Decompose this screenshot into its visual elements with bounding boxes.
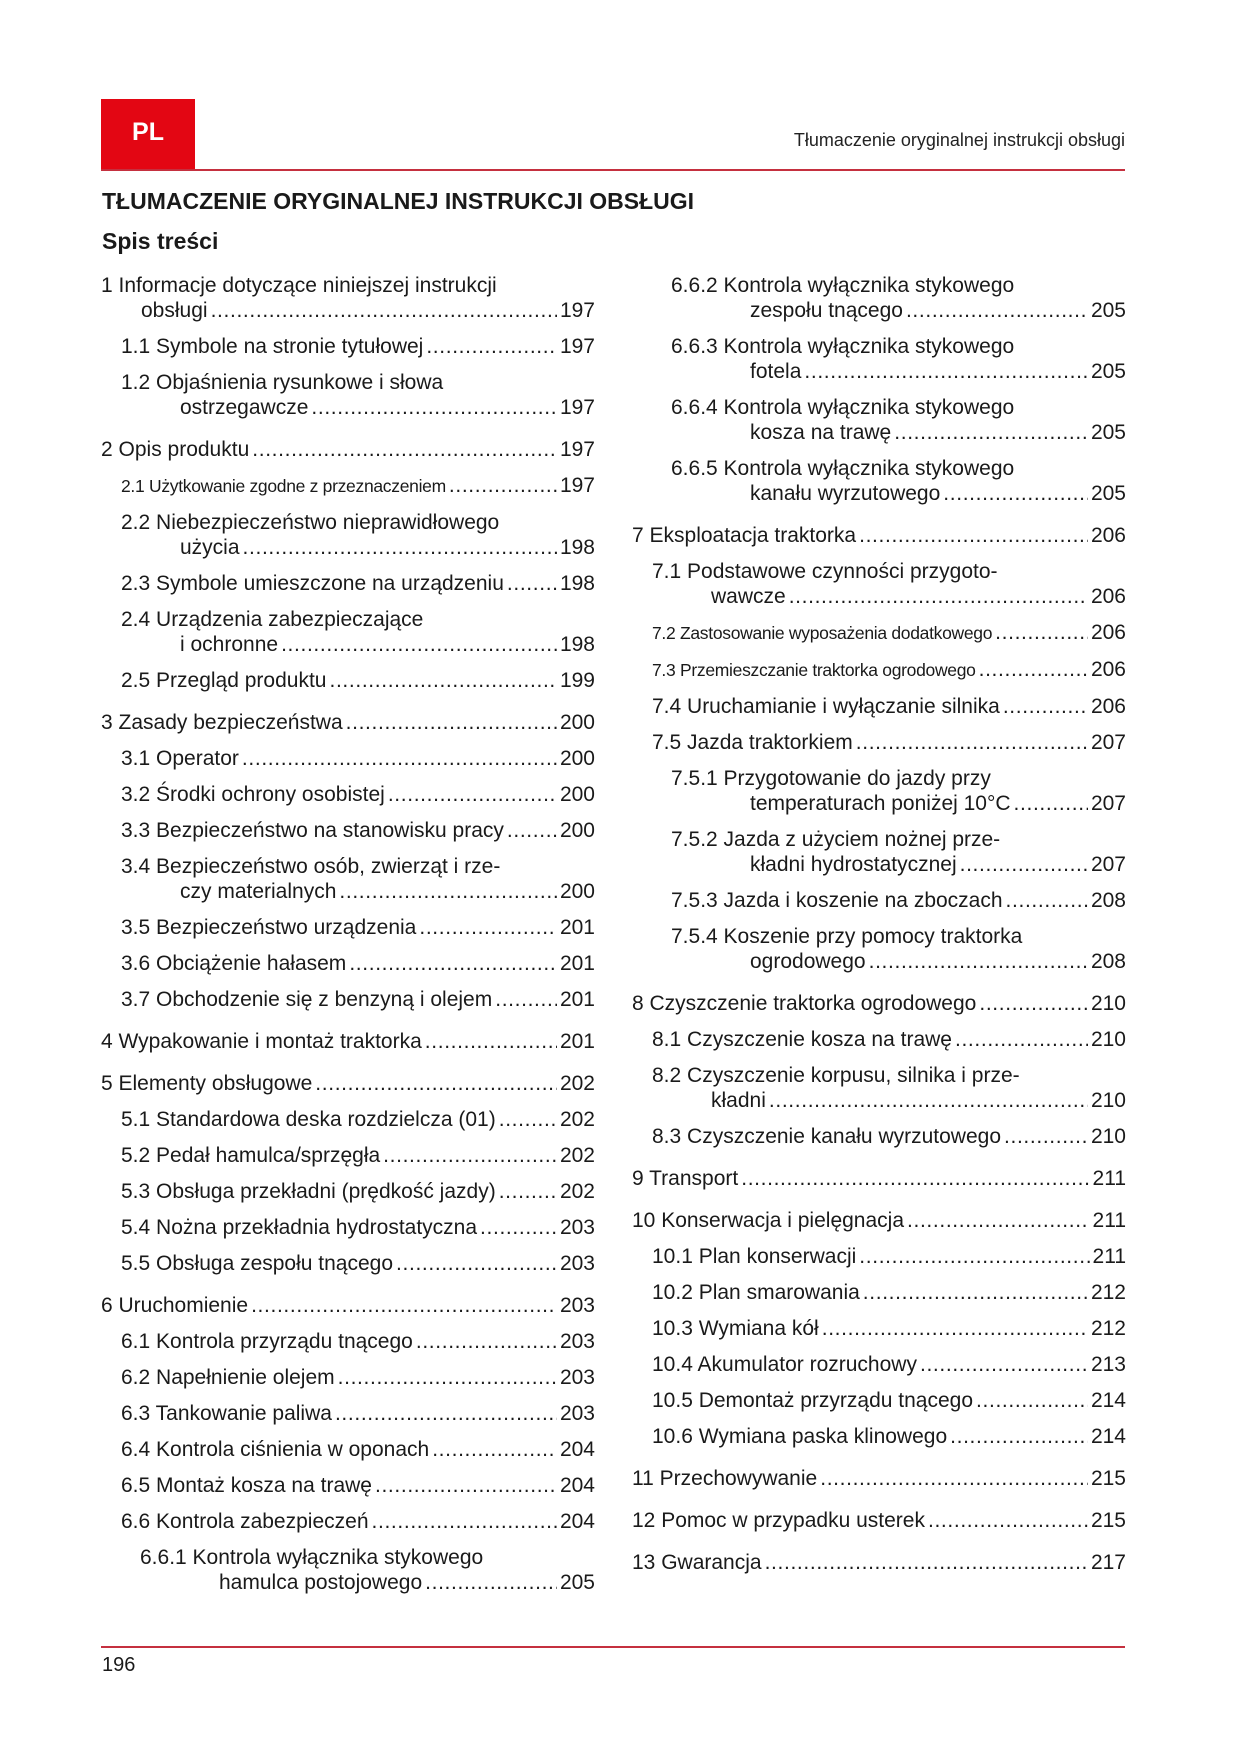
toc-entry[interactable]	[632, 1316, 1126, 1352]
toc-entry-page: 205	[1090, 360, 1126, 383]
dot-leader	[920, 1352, 1088, 1377]
toc-entry[interactable]	[632, 1244, 1126, 1280]
toc-entry-page: 208	[1090, 950, 1126, 973]
dot-leader	[943, 481, 1088, 506]
toc-entry-title: 3.6 Obciążenie hałasem	[121, 952, 347, 975]
toc-entry-page: 211	[1092, 1245, 1126, 1268]
toc-entry-title: 1.1 Symbole na stronie tytułowej	[121, 335, 424, 358]
toc-entry-page: 206	[1090, 695, 1126, 718]
dot-leader	[388, 782, 557, 807]
toc-entry-page: 198	[559, 536, 595, 559]
toc-entry-title: 3.1 Operator	[121, 747, 239, 770]
toc-entry-title: wawcze	[711, 585, 786, 608]
toc-entry[interactable]	[101, 334, 595, 370]
toc-entry[interactable]	[101, 951, 595, 987]
toc-entry-page: 200	[559, 783, 595, 806]
toc-entry-page: 206	[1090, 658, 1126, 681]
toc-entry[interactable]	[101, 1029, 595, 1065]
toc-entry-title: kosza na trawę	[750, 421, 892, 444]
toc-entry-page: 205	[559, 1571, 595, 1594]
dot-leader	[419, 915, 557, 940]
toc-entry-title: zespołu tnącego	[750, 299, 903, 322]
toc-entry[interactable]	[101, 1143, 595, 1179]
toc-entry[interactable]	[101, 1509, 595, 1545]
toc-entry[interactable]	[632, 1027, 1126, 1063]
dot-leader	[499, 1107, 557, 1132]
dot-leader	[311, 395, 557, 420]
toc-entry[interactable]	[632, 1166, 1126, 1202]
dot-leader	[906, 298, 1088, 323]
toc-entry[interactable]	[101, 1251, 595, 1287]
toc-entry[interactable]	[632, 766, 1126, 827]
toc-entry-page: 206	[1090, 524, 1126, 547]
toc-entry[interactable]	[101, 437, 595, 473]
toc-entry-title: 6.6.3 Kontrola wyłącznika stykowego	[671, 335, 1015, 358]
toc-entry-title: 8.1 Czyszczenie kosza na trawę	[652, 1028, 952, 1051]
toc-entry-page: 203	[559, 1330, 595, 1353]
toc-entry-title: 10.2 Plan smarowania	[652, 1281, 860, 1304]
running-header: Tłumaczenie oryginalnej instrukcji obsługi	[793, 130, 1125, 150]
toc-entry-title: kładni hydrostatycznej	[750, 853, 957, 876]
toc-entry-title: 5.1 Standardowa deska rozdzielcza (01)	[121, 1108, 496, 1131]
toc-entry-title: 9 Transport	[632, 1167, 739, 1190]
document-title: TŁUMACZENIE ORYGINALNEJ INSTRUKCJI OBSŁUGI	[102, 188, 695, 214]
toc-entry-page: 206	[1090, 585, 1126, 608]
dot-leader	[349, 951, 557, 976]
toc-entry-title: 6.6.1 Kontrola wyłącznika stykowego	[140, 1546, 484, 1569]
toc-entry-title: 2.5 Przegląd produktu	[121, 669, 327, 692]
toc-entry-title: 3.5 Bezpieczeństwo urządzenia	[121, 916, 417, 939]
dot-leader	[1003, 694, 1088, 719]
toc-entry[interactable]	[101, 1473, 595, 1509]
toc-entry[interactable]	[101, 818, 595, 854]
toc-entry-title: 7 Eksploatacja traktorka	[632, 524, 857, 547]
dot-leader	[859, 523, 1088, 548]
toc-entry[interactable]	[632, 559, 1126, 620]
toc-entry-title: 13 Gwarancja	[632, 1551, 762, 1574]
toc-entry-title: 2.4 Urządzenia zabezpieczające	[121, 608, 424, 631]
toc-entry-page: 205	[1090, 299, 1126, 322]
toc-entry-title: 7.5.1 Przygotowanie do jazdy przy	[671, 767, 991, 790]
toc-entry-page: 207	[1090, 853, 1126, 876]
toc-entry-title: 2.1 Użytkowanie zgodne z przeznaczeniem	[121, 476, 446, 496]
toc-entry-page: 215	[1090, 1467, 1126, 1490]
dot-leader	[495, 987, 557, 1012]
toc-entry-title: 6.4 Kontrola ciśnienia w oponach	[121, 1438, 430, 1461]
toc-entry-title: 4 Wypakowanie i montaż traktorka	[101, 1030, 422, 1053]
dot-leader	[375, 1473, 557, 1498]
toc-entry-title: i ochronne	[180, 633, 279, 656]
toc-entry-title: temperaturach poniżej 10°C	[750, 792, 1011, 815]
page-number: 196	[102, 1654, 136, 1676]
toc-entry-title: 8.2 Czyszczenie korpusu, silnika i prze-	[652, 1064, 1020, 1087]
toc-entry-page: 212	[1090, 1281, 1126, 1304]
toc-entry[interactable]	[632, 991, 1126, 1027]
toc-entry-page: 203	[559, 1402, 595, 1425]
dot-leader	[869, 949, 1088, 974]
dot-leader	[507, 571, 557, 596]
toc-entry[interactable]	[632, 334, 1126, 395]
toc-entry-page: 202	[559, 1072, 595, 1095]
dot-leader	[928, 1508, 1088, 1533]
toc-entry-title: 10.4 Akumulator rozruchowy	[652, 1353, 917, 1376]
toc-entry-page: 205	[1090, 482, 1126, 505]
dot-leader	[955, 1027, 1088, 1052]
dot-leader	[480, 1215, 557, 1240]
dot-leader	[1004, 1124, 1088, 1149]
toc-entry-page: 201	[559, 916, 595, 939]
dot-leader	[995, 620, 1088, 645]
language-badge: PL	[101, 99, 195, 170]
dot-leader	[425, 1029, 557, 1054]
toc-entry-page: 203	[559, 1366, 595, 1389]
toc-entry-page: 201	[559, 988, 595, 1011]
toc-entry-title: 12 Pomoc w przypadku usterek	[632, 1509, 925, 1532]
toc-entry-title: 7.1 Podstawowe czynności przygoto-	[652, 560, 998, 583]
toc-entry-page: 198	[559, 633, 595, 656]
dot-leader	[338, 1365, 557, 1390]
toc-entry-page: 210	[1090, 1125, 1126, 1148]
toc-entry[interactable]	[632, 1280, 1126, 1316]
toc-entry[interactable]	[632, 1208, 1126, 1244]
toc-entry-page: 203	[559, 1294, 595, 1317]
toc-entry-title: użycia	[180, 536, 240, 559]
dot-leader	[789, 584, 1088, 609]
toc-entry[interactable]	[632, 730, 1126, 766]
dot-leader	[281, 632, 557, 657]
toc-entry-title: 10 Konserwacja i pielęgnacja	[632, 1209, 905, 1232]
toc-entry-page: 212	[1090, 1317, 1126, 1340]
toc-entry-page: 211	[1092, 1167, 1126, 1190]
toc-entry[interactable]	[101, 1071, 595, 1107]
toc-entry[interactable]	[632, 395, 1126, 456]
dot-leader	[856, 730, 1088, 755]
toc-entry-title: 5.4 Nożna przekładnia hydrostatyczna	[121, 1216, 478, 1239]
toc-entry-page: 197	[559, 438, 595, 461]
toc-entry-title: kładni	[711, 1089, 766, 1112]
dot-leader	[416, 1329, 557, 1354]
toc-entry-page: 205	[1090, 421, 1126, 444]
dot-leader	[329, 668, 556, 693]
toc-entry-page: 203	[559, 1252, 595, 1275]
toc-entry[interactable]	[101, 1293, 595, 1329]
toc-entry-page: 214	[1090, 1425, 1126, 1448]
toc-entry-title: 5 Elementy obsługowe	[101, 1072, 313, 1095]
dot-leader	[252, 437, 557, 462]
toc-entry[interactable]	[101, 746, 595, 782]
toc-entry[interactable]	[101, 1179, 595, 1215]
dot-leader	[383, 1143, 557, 1168]
toc-entry-page: 200	[559, 747, 595, 770]
toc-entry[interactable]	[632, 620, 1126, 657]
dot-leader	[979, 657, 1088, 682]
dot-leader	[372, 1509, 557, 1534]
dot-leader	[243, 535, 557, 560]
toc-entry[interactable]	[101, 668, 595, 704]
toc-heading: Spis treści	[102, 228, 219, 254]
dot-leader	[960, 852, 1088, 877]
header-rule	[101, 169, 1125, 171]
toc-left-column	[101, 273, 595, 1606]
toc-entry-title: 3.4 Bezpieczeństwo osób, zwierząt i rze-	[121, 855, 501, 878]
dot-leader	[396, 1251, 557, 1276]
toc-entry-page: 207	[1090, 731, 1126, 754]
toc-entry[interactable]	[101, 510, 595, 571]
toc-entry[interactable]	[632, 456, 1126, 517]
toc-entry-page: 197	[559, 474, 595, 497]
toc-entry-title: 6.5 Montaż kosza na trawę	[121, 1474, 372, 1497]
toc-entry-page: 217	[1090, 1551, 1126, 1574]
dot-leader	[976, 1388, 1088, 1413]
toc-entry[interactable]	[632, 1508, 1126, 1544]
toc-entry[interactable]	[101, 987, 595, 1023]
toc-entry-page: 197	[559, 335, 595, 358]
dot-leader	[315, 1071, 557, 1096]
toc-entry-page: 202	[559, 1144, 595, 1167]
toc-entry-title: 5.2 Pedał hamulca/sprzęgła	[121, 1144, 381, 1167]
dot-leader	[242, 746, 557, 771]
dot-leader	[863, 1280, 1088, 1305]
toc-entry-title: 10.1 Plan konserwacji	[652, 1245, 857, 1268]
dot-leader	[765, 1550, 1088, 1575]
dot-leader	[346, 710, 557, 735]
toc-entry-title: ostrzegawcze	[180, 396, 309, 419]
toc-entry-title: 7.5 Jazda traktorkiem	[652, 731, 853, 754]
toc-entry[interactable]	[632, 694, 1126, 730]
dot-leader	[426, 334, 557, 359]
toc-entry-title: 5.5 Obsługa zespołu tnącego	[121, 1252, 394, 1275]
toc-entry-title: 6.3 Tankowanie paliwa	[121, 1402, 332, 1425]
toc-entry[interactable]	[101, 473, 595, 510]
dot-leader	[339, 879, 557, 904]
toc-entry-page: 206	[1090, 621, 1126, 644]
dot-leader	[769, 1088, 1088, 1113]
toc-entry-title: obsługi	[141, 299, 208, 322]
dot-leader	[499, 1179, 557, 1204]
dot-leader	[211, 298, 557, 323]
toc-entry-title: 2 Opis produktu	[101, 438, 250, 461]
toc-entry-title: 7.4 Uruchamianie i wyłączanie silnika	[652, 695, 1000, 718]
toc-entry[interactable]	[632, 523, 1126, 559]
dot-leader	[1014, 791, 1088, 816]
toc-entry[interactable]	[101, 1215, 595, 1251]
toc-entry-title: 7.5.3 Jazda i koszenie na zboczach	[671, 889, 1003, 912]
toc-entry-page: 203	[559, 1216, 595, 1239]
toc-entry[interactable]	[632, 888, 1126, 924]
toc-entry[interactable]	[632, 657, 1126, 694]
toc-entry-title: 8 Czyszczenie traktorka ogrodowego	[632, 992, 977, 1015]
toc-entry-page: 197	[559, 299, 595, 322]
toc-entry[interactable]	[632, 1063, 1126, 1124]
toc-entry-title: 11 Przechowywanie	[632, 1467, 818, 1490]
toc-entry-title: ogrodowego	[750, 950, 866, 973]
toc-entry-title: 2.2 Niebezpieczeństwo nieprawidłowego	[121, 511, 500, 534]
toc-entry-title: 3 Zasady bezpieczeństwa	[101, 711, 343, 734]
toc-entry-title: 3.2 Środki ochrony osobistej	[121, 783, 385, 806]
dot-leader	[335, 1401, 557, 1426]
toc-entry-title: 8.3 Czyszczenie kanału wyrzutowego	[652, 1125, 1002, 1148]
toc-entry[interactable]	[101, 1365, 595, 1401]
toc-entry-page: 213	[1090, 1353, 1126, 1376]
toc-entry[interactable]	[101, 1437, 595, 1473]
toc-entry[interactable]	[632, 1124, 1126, 1160]
toc-entry[interactable]	[101, 915, 595, 951]
toc-entry[interactable]	[101, 273, 595, 334]
dot-leader	[804, 359, 1088, 384]
toc-entry-page: 204	[559, 1438, 595, 1461]
toc-entry-title: 2.3 Symbole umieszczone na urządzeniu	[121, 572, 504, 595]
toc-entry-page: 214	[1090, 1389, 1126, 1412]
toc-entry[interactable]	[632, 1466, 1126, 1502]
toc-entry-title: 6.6.4 Kontrola wyłącznika stykowego	[671, 396, 1015, 419]
toc-entry-page: 200	[559, 711, 595, 734]
toc-entry-page: 197	[559, 396, 595, 419]
toc-entry-page: 208	[1090, 889, 1126, 912]
toc-entry-title: 7.2 Zastosowanie wyposażenia dodatkowego	[652, 623, 993, 643]
toc-entry[interactable]	[632, 1550, 1126, 1586]
toc-entry-title: 6 Uruchomienie	[101, 1294, 249, 1317]
dot-leader	[907, 1208, 1090, 1233]
toc-entry-title: 10.6 Wymiana paska klinowego	[652, 1425, 948, 1448]
dot-leader	[741, 1166, 1089, 1191]
toc-entry-title: 1 Informacje dotyczące niniejszej instrukcji	[101, 274, 497, 297]
toc-entry[interactable]	[632, 924, 1126, 985]
dot-leader	[894, 420, 1088, 445]
toc-entry-page: 210	[1090, 992, 1126, 1015]
dot-leader	[950, 1424, 1088, 1449]
toc-entry[interactable]	[101, 571, 595, 607]
toc-entry[interactable]	[101, 1329, 595, 1365]
toc-entry-title: hamulca postojowego	[219, 1571, 423, 1594]
toc-entry[interactable]	[101, 1545, 595, 1606]
toc-entry-page: 198	[559, 572, 595, 595]
toc-entry[interactable]	[632, 273, 1126, 334]
toc-entry-title: 5.3 Obsługa przekładni (prędkość jazdy)	[121, 1180, 496, 1203]
toc-entry-page: 210	[1090, 1089, 1126, 1112]
dot-leader	[425, 1570, 557, 1595]
toc-entry[interactable]	[632, 1352, 1126, 1388]
toc-entry-title: 10.3 Wymiana kół	[652, 1317, 819, 1340]
toc-entry-page: 204	[559, 1510, 595, 1533]
toc-entry-page: 202	[559, 1180, 595, 1203]
toc-entry[interactable]	[101, 607, 595, 668]
dot-leader	[1006, 888, 1088, 913]
dot-leader	[859, 1244, 1089, 1269]
toc-entry[interactable]	[101, 710, 595, 746]
dot-leader	[979, 991, 1088, 1016]
toc-entry-title: 7.3 Przemieszczanie traktorka ogrodowego	[652, 660, 976, 680]
toc-entry-title: czy materialnych	[180, 880, 337, 903]
toc-entry[interactable]	[632, 1388, 1126, 1424]
toc-entry-title: 3.3 Bezpieczeństwo na stanowisku pracy	[121, 819, 504, 842]
toc-entry-page: 202	[559, 1108, 595, 1131]
dot-leader	[507, 818, 557, 843]
toc-entry[interactable]	[632, 1424, 1126, 1460]
toc-entry-title: fotela	[750, 360, 802, 383]
toc-entry-title: 3.7 Obchodzenie się z benzyną i olejem	[121, 988, 493, 1011]
toc-entry-title: 7.5.4 Koszenie przy pomocy traktorka	[671, 925, 1023, 948]
toc-entry-page: 201	[559, 952, 595, 975]
toc-entry[interactable]	[101, 1401, 595, 1437]
toc-entry[interactable]	[101, 1107, 595, 1143]
toc-entry-page: 211	[1092, 1209, 1126, 1232]
dot-leader	[820, 1466, 1088, 1491]
toc-entry-page: 201	[559, 1030, 595, 1053]
toc-entry-title: 7.5.2 Jazda z użyciem nożnej prze-	[671, 828, 1001, 851]
toc-entry-page: 199	[559, 669, 595, 692]
toc-entry-title: 6.6.5 Kontrola wyłącznika stykowego	[671, 457, 1015, 480]
toc-entry-page: 200	[559, 880, 595, 903]
dot-leader	[822, 1316, 1088, 1341]
toc-entry-page: 215	[1090, 1509, 1126, 1532]
toc-entry-title: 6.1 Kontrola przyrządu tnącego	[121, 1330, 413, 1353]
toc-entry[interactable]	[632, 827, 1126, 888]
toc-entry-title: 6.2 Napełnienie olejem	[121, 1366, 335, 1389]
dot-leader	[432, 1437, 557, 1462]
toc-entry-page: 207	[1090, 792, 1126, 815]
dot-leader	[251, 1293, 557, 1318]
toc-entry-title: 6.6 Kontrola zabezpieczeń	[121, 1510, 369, 1533]
toc-entry[interactable]	[101, 854, 595, 915]
footer-rule	[101, 1646, 1125, 1648]
toc-entry-page: 210	[1090, 1028, 1126, 1051]
toc-entry-page: 204	[559, 1474, 595, 1497]
toc-entry-page: 200	[559, 819, 595, 842]
toc-entry[interactable]	[101, 782, 595, 818]
toc-right-column	[632, 273, 1126, 1586]
toc-entry-title: kanału wyrzutowego	[750, 482, 941, 505]
toc-entry-title: 1.2 Objaśnienia rysunkowe i słowa	[121, 371, 444, 394]
toc-entry-title: 10.5 Demontaż przyrządu tnącego	[652, 1389, 974, 1412]
toc-entry-title: 6.6.2 Kontrola wyłącznika stykowego	[671, 274, 1015, 297]
dot-leader	[449, 473, 557, 498]
toc-entry[interactable]	[101, 370, 595, 431]
